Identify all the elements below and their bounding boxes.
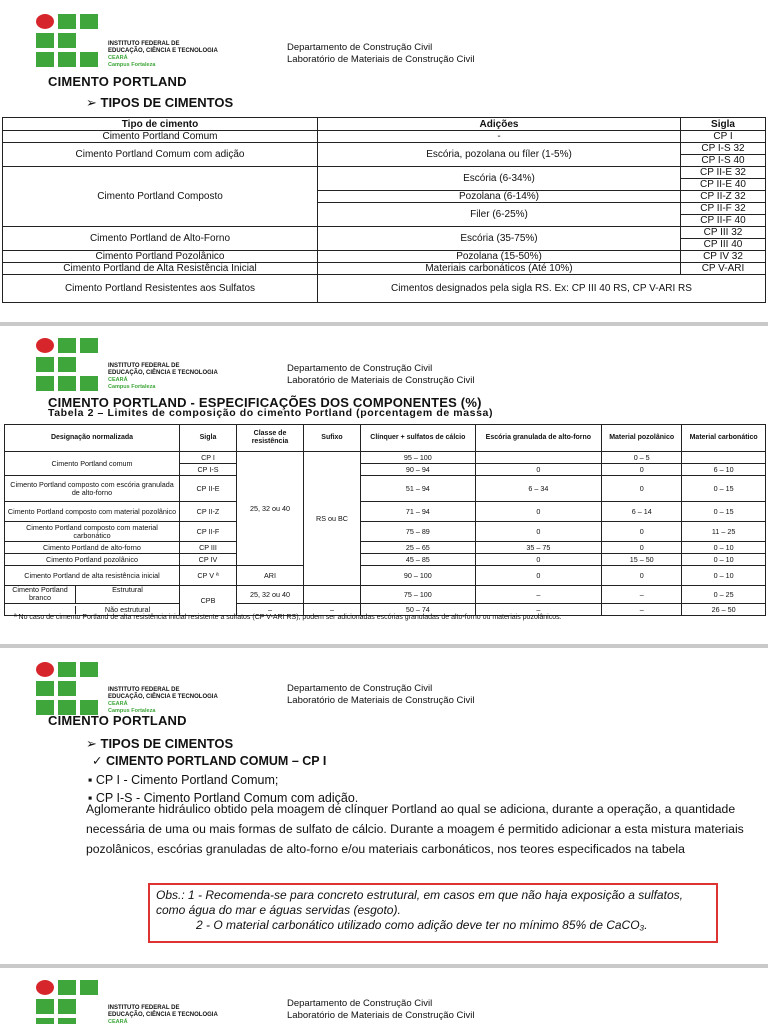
description-paragraph: Aglomerante hidráulico obtido pela moagem de clínquer Portland ao qual se adiciona, durante a operação, a quantidade necessária de uma ou mais formas de sulfato de cálcio. Durante a moagem é permitido adicionar a esta mistura materiais pozolânicos, escórias granuladas de alto-forno e/ou materiais carbonáticos, nos teores especificados na tabela [86, 802, 744, 856]
department-header: Departamento de Construção Civil Laboratório de Materiais de Construção Civil [287, 998, 475, 1021]
table-row: Cimento Portland Pozolânico Pozolana (15-50%) CP IV 32 [3, 251, 766, 263]
table-row: Cimento Portland Comum - CP I [3, 131, 766, 143]
col-header-pozolanico: Material pozolânico [602, 425, 682, 452]
slide-divider [0, 644, 768, 648]
institute-logo [36, 338, 100, 392]
observation-box: Obs.: 1 - Recomenda-se para concreto estrutural, em casos em que não haja exposição a sulfatos, como água do mar e águas servidas (esgoto). 2 - O material carbonático utilizado como adição deve ter no mínimo 85% de CaCO₃. [148, 883, 718, 943]
col-header-designacao: Designação normalizada [5, 425, 180, 452]
col-header-sigla: Sigla [681, 118, 766, 131]
col-header-carbonatico: Material carbonático [682, 425, 766, 452]
slide-next-partial [0, 970, 768, 1024]
col-header-classe: Classe de resistência [237, 425, 304, 452]
table-row: Cimento Portland Resistentes aos Sulfatos Cimentos designados pela sigla RS. Ex: CP III 40 RS, CP V-ARI RS [3, 275, 766, 303]
slide-tipos-de-cimentos [0, 0, 768, 322]
table-row: Cimento Portland de alta resistência inicial CP V ª ARI 90 – 100 0 0 0 – 10 [5, 566, 766, 586]
table-row: Não estrutural – – 50 – 74 – – 26 – 50 [5, 604, 766, 616]
table-row: Cimento Portland de Alto-Forno Escória (35-75%) CP III 32 [3, 227, 766, 239]
institute-name: INSTITUTO FEDERAL DE EDUCAÇÃO, CIÊNCIA E TECNOLOGIA CEARÁ [108, 1005, 218, 1024]
table-row: Cimento Portland pozolânico CP IV 45 – 85 0 15 – 50 0 – 10 [5, 554, 766, 566]
slide-divider [0, 322, 768, 326]
bullet-cp-i: ▪ CP I - Cimento Portland Comum; [88, 773, 279, 787]
table-row: Cimento Portland Comum com adição Escória, pozolana ou fíler (1-5%) CP I-S 32 [3, 143, 766, 155]
table-title: Tabela 2 – Limites de composição do cimento Portland (porcentagem de massa) [48, 407, 494, 419]
institute-logo [36, 14, 100, 68]
col-header-clinquer: Clínquer + sulfatos de cálcio [361, 425, 476, 452]
table-row: Pozolana (6-14%) CP II-Z 32 [3, 191, 766, 203]
tipos-de-cimento-table [2, 117, 766, 303]
slide-title: CIMENTO PORTLAND - ESPECIFICAÇÕES DOS COMPONENTES (%) [48, 395, 482, 410]
slide-divider [0, 964, 768, 968]
department-header: Departamento de Construção Civil Laboratório de Materiais de Construção Civil [287, 683, 475, 706]
table-row: CP II-F 40 [3, 215, 766, 227]
department-header: Departamento de Construção Civil Laboratório de Materiais de Construção Civil [287, 363, 475, 386]
table-row: Cimento Portland composto com material carbonático CP II-F 75 – 89 0 0 11 – 25 [5, 522, 766, 542]
slide-title: CIMENTO PORTLAND [48, 74, 187, 89]
table-footnote: ª No caso de cimento Portland de alta resistência inicial resistente a sulfatos (CP V-ARI RS), podem ser adicionadas escórias granuladas de alto-forno ou materiais pozolânicos. [14, 614, 562, 621]
table-row: Cimento Portland composto com material pozolânico CP II-Z 71 – 94 0 6 – 14 0 – 15 [5, 502, 766, 522]
col-header-escoria: Escória granulada de alto-forno [475, 425, 601, 452]
institute-logo [36, 662, 100, 716]
slide-subtitle: ➢ TIPOS DE CIMENTOS [86, 95, 234, 110]
table-row: Cimento Portland de Alta Resistência Inicial Materiais carbonáticos (Até 10%) CP V-ARI [3, 263, 766, 275]
col-header-adicoes: Adições [318, 118, 681, 131]
table-row: Filer (6-25%) CP II-F 32 [3, 203, 766, 215]
col-header-tipo: Tipo de cimento [3, 118, 318, 131]
col-header-sufixo: Sufixo [304, 425, 361, 452]
table-row: Cimento Portland comum CP I 25, 32 ou 40 RS ou BC 95 – 100 0 – 5 [5, 452, 766, 464]
table-row: CP III 40 [3, 239, 766, 251]
institute-name: INSTITUTO FEDERAL DE EDUCAÇÃO, CIÊNCIA E TECNOLOGIA CEARÁ Campus Fortaleza [108, 41, 218, 68]
institute-name: INSTITUTO FEDERAL DE EDUCAÇÃO, CIÊNCIA E TECNOLOGIA CEARÁ Campus Fortaleza [108, 363, 218, 390]
institute-name: INSTITUTO FEDERAL DE EDUCAÇÃO, CIÊNCIA E TECNOLOGIA CEARÁ Campus Fortaleza [108, 687, 218, 714]
col-header-sigla: Sigla [180, 425, 237, 452]
slide-title: CIMENTO PORTLAND [48, 713, 187, 728]
table-row: Cimento Portland branco Estrutural CPB 25, 32 ou 40 75 – 100 – – 0 – 25 [5, 586, 766, 604]
table-row: Cimento Portland composto com escória granulada de alto-forno CP II-E 51 – 94 6 – 34 0 0 – 15 [5, 476, 766, 502]
table-row: Cimento Portland de alto-forno CP III 25 – 65 35 – 75 0 0 – 10 [5, 542, 766, 554]
check-item: ✓ CIMENTO PORTLAND COMUM – CP I [92, 754, 327, 768]
branco-label: Cimento Portland branco [5, 586, 76, 603]
table-row: CP I-S 40 [3, 155, 766, 167]
table-row: CP I-S 90 – 94 0 0 6 – 10 [5, 464, 766, 476]
table-row: Cimento Portland Composto Escória (6-34%) CP II-E 32 [3, 167, 766, 179]
table-row: CP II-E 40 [3, 179, 766, 191]
bullet-cp-i-s: ▪ CP I-S - Cimento Portland Comum com adição. [88, 791, 359, 805]
institute-logo [36, 980, 100, 1024]
department-header: Departamento de Construção Civil Laboratório de Materiais de Construção Civil [287, 42, 475, 65]
slide-subtitle: ➢ TIPOS DE CIMENTOS [86, 736, 234, 751]
composicao-table [4, 424, 766, 616]
